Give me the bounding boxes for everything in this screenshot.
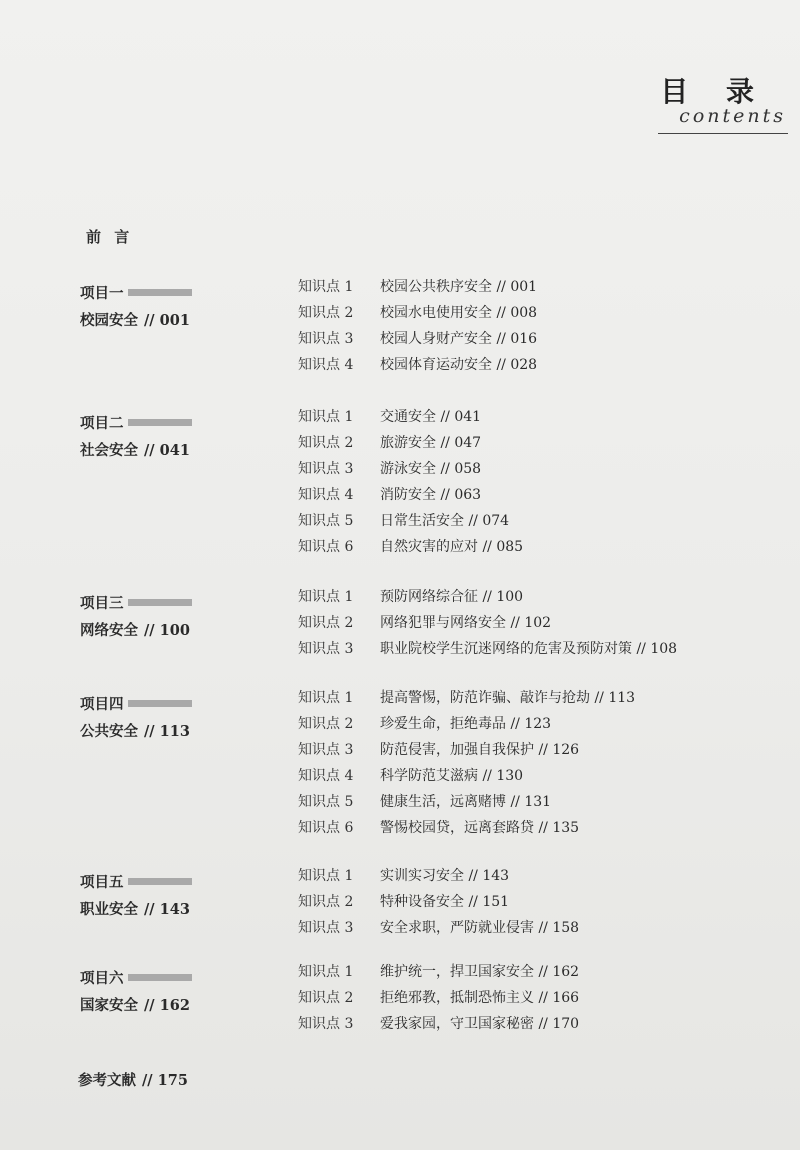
knowledge-point-entry[interactable] xyxy=(298,1011,579,1037)
subtitle-underline xyxy=(658,133,788,134)
point-title: 珍爱生命，拒绝毒品 // 123 xyxy=(380,716,552,732)
project-name: 社会安全 xyxy=(80,443,138,459)
point-number: 知识点 2 xyxy=(298,990,354,1006)
point-title: 爱我家园，守卫国家秘密 // 170 xyxy=(380,1016,580,1032)
references-name: 参考文献 xyxy=(78,1073,136,1089)
point-title: 日常生活安全 // 074 xyxy=(380,513,510,529)
knowledge-point-entry[interactable] xyxy=(298,863,579,889)
point-number: 知识点 4 xyxy=(298,768,354,784)
point-title: 游泳安全 // 058 xyxy=(380,461,482,477)
knowledge-point-entry[interactable] xyxy=(298,300,537,326)
point-title: 校园人身财产安全 // 016 xyxy=(380,331,538,347)
project-title-entry[interactable] xyxy=(80,439,190,460)
project-page: // 041 xyxy=(144,442,190,459)
point-title: 校园水电使用安全 // 008 xyxy=(380,305,538,321)
point-number: 知识点 1 xyxy=(298,690,354,706)
point-title: 拒绝邪教，抵制恐怖主义 // 166 xyxy=(380,990,580,1006)
point-number: 知识点 1 xyxy=(298,279,354,295)
knowledge-point-list xyxy=(298,863,579,941)
point-title: 消防安全 // 063 xyxy=(380,487,482,503)
point-title: 安全求职，严防就业侵害 // 158 xyxy=(380,920,580,936)
point-number: 知识点 3 xyxy=(298,331,354,347)
point-number: 知识点 5 xyxy=(298,513,354,529)
point-number: 知识点 1 xyxy=(298,409,354,425)
project-heading xyxy=(80,871,192,891)
project-page: // 100 xyxy=(144,622,190,639)
point-number: 知识点 2 xyxy=(298,435,354,451)
knowledge-point-entry[interactable] xyxy=(298,610,677,636)
knowledge-point-entry[interactable] xyxy=(298,326,537,352)
knowledge-point-entry[interactable] xyxy=(298,763,635,789)
point-title: 实训实习安全 // 143 xyxy=(380,868,510,884)
point-number: 知识点 6 xyxy=(298,820,354,836)
point-title: 提高警惕，防范诈骗、敲诈与抢劫 // 113 xyxy=(380,690,636,706)
point-title: 预防网络综合征 // 100 xyxy=(380,589,524,605)
project-label: 项目四 xyxy=(80,697,124,713)
point-number: 知识点 1 xyxy=(298,589,354,605)
point-number: 知识点 6 xyxy=(298,539,354,555)
point-number: 知识点 3 xyxy=(298,742,354,758)
knowledge-point-entry[interactable] xyxy=(298,404,523,430)
references-entry[interactable] xyxy=(78,1069,188,1090)
knowledge-point-entry[interactable] xyxy=(298,430,523,456)
knowledge-point-entry[interactable] xyxy=(298,789,635,815)
project-title-entry[interactable] xyxy=(80,309,190,330)
knowledge-point-entry[interactable] xyxy=(298,456,523,482)
project-heading xyxy=(80,282,192,302)
point-number: 知识点 1 xyxy=(298,868,354,884)
knowledge-point-entry[interactable] xyxy=(298,482,523,508)
knowledge-point-entry[interactable] xyxy=(298,636,677,662)
point-number: 知识点 2 xyxy=(298,894,354,910)
knowledge-point-list xyxy=(298,584,677,662)
project-heading xyxy=(80,592,192,612)
project-bar xyxy=(128,974,192,981)
point-number: 知识点 2 xyxy=(298,305,354,321)
point-title: 科学防范艾滋病 // 130 xyxy=(380,768,524,784)
knowledge-point-entry[interactable] xyxy=(298,711,635,737)
project-page: // 113 xyxy=(144,723,190,740)
project-title-entry[interactable] xyxy=(80,898,190,919)
point-number: 知识点 4 xyxy=(298,357,354,373)
project-name: 职业安全 xyxy=(80,902,138,918)
knowledge-point-entry[interactable] xyxy=(298,959,579,985)
knowledge-point-entry[interactable] xyxy=(298,534,523,560)
point-number: 知识点 3 xyxy=(298,641,354,657)
knowledge-point-list xyxy=(298,274,537,378)
point-title: 维护统一，捍卫国家安全 // 162 xyxy=(380,964,580,980)
knowledge-point-entry[interactable] xyxy=(298,985,579,1011)
project-heading xyxy=(80,967,192,987)
point-title: 旅游安全 // 047 xyxy=(380,435,482,451)
toc-title: 目 录 xyxy=(660,75,768,108)
preface-entry[interactable]: 前 言 xyxy=(86,228,134,246)
project-bar xyxy=(128,289,192,296)
point-number: 知识点 3 xyxy=(298,920,354,936)
project-page: // 143 xyxy=(144,901,190,918)
knowledge-point-entry[interactable] xyxy=(298,737,635,763)
point-title: 校园公共秩序安全 // 001 xyxy=(380,279,538,295)
project-page: // 001 xyxy=(144,312,190,329)
knowledge-point-entry[interactable] xyxy=(298,915,579,941)
project-name: 国家安全 xyxy=(80,998,138,1014)
references-page: // 175 xyxy=(142,1072,188,1089)
project-page: // 162 xyxy=(144,997,190,1014)
project-label: 项目二 xyxy=(80,416,124,432)
point-title: 警惕校园贷，远离套路贷 // 135 xyxy=(380,820,580,836)
point-title: 健康生活，远离赌博 // 131 xyxy=(380,794,552,810)
point-number: 知识点 1 xyxy=(298,964,354,980)
point-title: 特种设备安全 // 151 xyxy=(380,894,510,910)
project-label: 项目五 xyxy=(80,875,124,891)
point-title: 网络犯罪与网络安全 // 102 xyxy=(380,615,552,631)
project-title-entry[interactable] xyxy=(80,994,190,1015)
project-title-entry[interactable] xyxy=(80,619,190,640)
point-number: 知识点 2 xyxy=(298,716,354,732)
knowledge-point-entry[interactable] xyxy=(298,352,537,378)
project-heading xyxy=(80,693,192,713)
project-bar xyxy=(128,700,192,707)
project-label: 项目六 xyxy=(80,971,124,987)
knowledge-point-entry[interactable] xyxy=(298,889,579,915)
knowledge-point-entry[interactable] xyxy=(298,584,677,610)
knowledge-point-list xyxy=(298,404,523,560)
project-label: 项目一 xyxy=(80,286,124,302)
project-name: 网络安全 xyxy=(80,623,138,639)
knowledge-point-list xyxy=(298,959,579,1037)
project-bar xyxy=(128,878,192,885)
point-number: 知识点 2 xyxy=(298,615,354,631)
point-number: 知识点 3 xyxy=(298,461,354,477)
knowledge-point-entry[interactable] xyxy=(298,815,635,841)
project-bar xyxy=(128,419,192,426)
point-number: 知识点 4 xyxy=(298,487,354,503)
project-name: 公共安全 xyxy=(80,724,138,740)
knowledge-point-list xyxy=(298,685,635,841)
point-number: 知识点 5 xyxy=(298,794,354,810)
point-title: 自然灾害的应对 // 085 xyxy=(380,539,524,555)
point-title: 校园体育运动安全 // 028 xyxy=(380,357,538,373)
point-title: 防范侵害，加强自我保护 // 126 xyxy=(380,742,580,758)
project-title-entry[interactable] xyxy=(80,720,190,741)
knowledge-point-entry[interactable] xyxy=(298,508,523,534)
project-name: 校园安全 xyxy=(80,313,138,329)
project-label: 项目三 xyxy=(80,596,124,612)
toc-subtitle: contents xyxy=(679,105,786,127)
project-bar xyxy=(128,599,192,606)
point-title: 交通安全 // 041 xyxy=(380,409,482,425)
knowledge-point-entry[interactable] xyxy=(298,274,537,300)
point-title: 职业院校学生沉迷网络的危害及预防对策 // 108 xyxy=(380,641,678,657)
point-number: 知识点 3 xyxy=(298,1016,354,1032)
knowledge-point-entry[interactable] xyxy=(298,685,635,711)
project-heading xyxy=(80,412,192,432)
